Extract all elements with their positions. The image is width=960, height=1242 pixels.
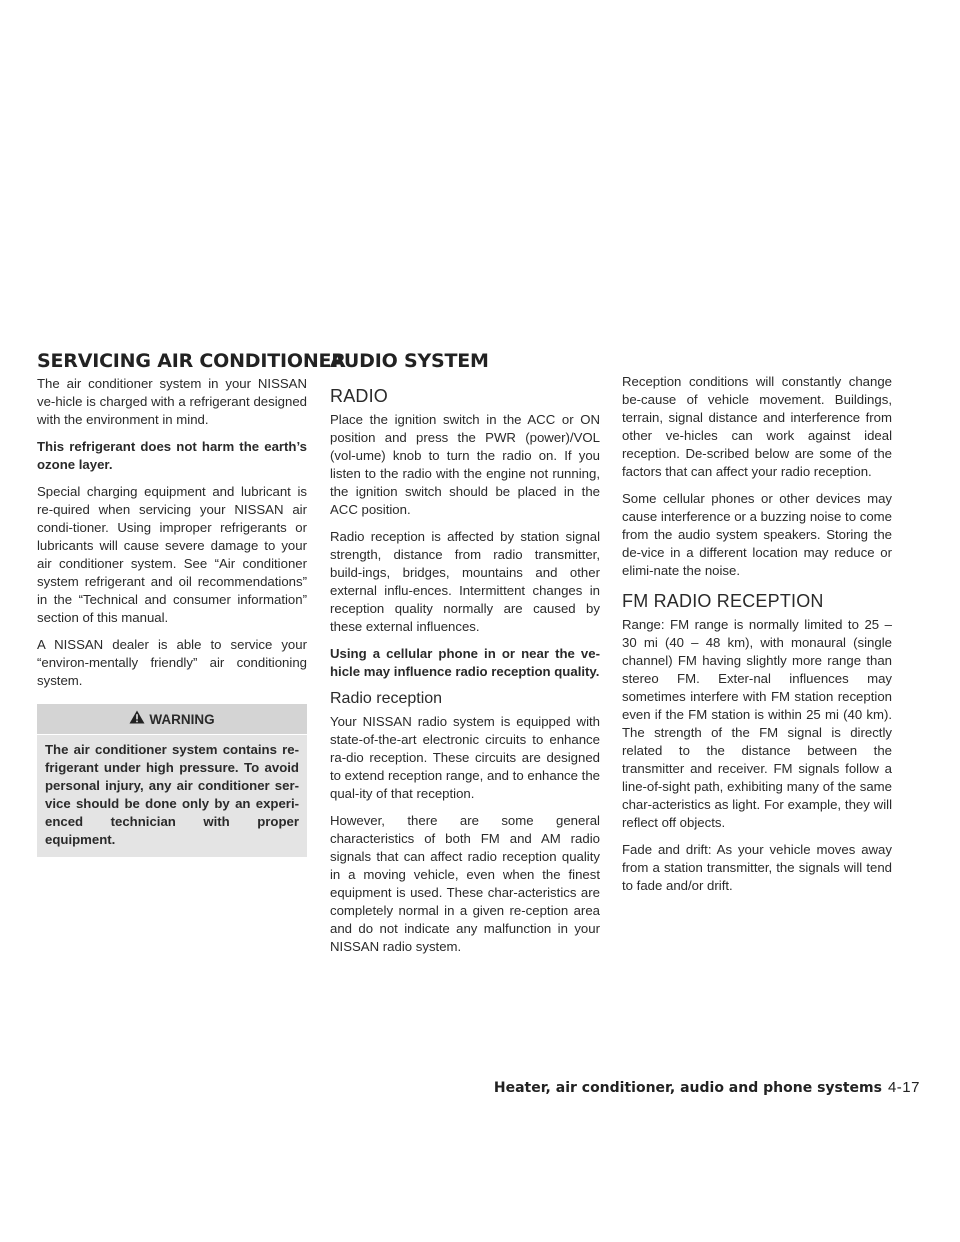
paragraph: However, there are some general characteristics of both FM and AM radio signals that can affect radio reception quality in a moving vehicle, even when the finest equipment is used. These char-acteristics are completely normal in a given re-ception area and do not indicate any malfunction in your NISSAN radio system.: [330, 813, 600, 954]
paragraph: A NISSAN dealer is able to service your “environ-mentally friendly” air conditioning system.: [37, 637, 307, 688]
paragraph: Radio reception is affected by station signal strength, distance from radio transmitter, build-ings, bridges, mountains and other external influ-ences. Intermittent changes in reception quality normally are caused by these external influences.: [330, 529, 600, 634]
paragraph: Your NISSAN radio system is equipped with state-of-the-art electronic circuits to enhance ra-dio reception. These circuits are designed to extend reception range, and to enhance the qual-ity of that reception.: [330, 714, 600, 801]
section-title-audio-system: AUDIO SYSTEM: [330, 350, 489, 372]
paragraph: Special charging equipment and lubricant is re-quired when servicing your NISSAN air condi-tioner. Using improper refrigerants or lubricants will cause severe damage to your air conditioner system. See “Air conditioner system refrigerant and oil recommendations” in the “Technical and consumer information” section of this manual.: [37, 484, 307, 625]
warning-label: WARNING: [149, 711, 215, 727]
warning-box: [37, 704, 307, 857]
heading-fm-radio-reception: FM RADIO RECEPTION: [622, 591, 824, 611]
heading-radio: RADIO: [330, 386, 389, 406]
warning-text: The air conditioner system contains re-frigerant under high pressure. To avoid personal injury, any air conditioner ser-vice should be done only by an experi-enced technician with proper equipment.: [37, 735, 307, 857]
page-footer: [494, 1079, 920, 1096]
paragraph: Fade and drift: As your vehicle moves away from a station transmitter, the signals will tend to fade and/or drift.: [622, 842, 892, 893]
column-left: [37, 375, 307, 857]
warning-triangle-icon: [129, 710, 145, 729]
paragraph-bold: This refrigerant does not harm the earth’s ozone layer.: [37, 439, 307, 472]
column-right: [622, 373, 892, 904]
paragraph: Some cellular phones or other devices may cause interference or a buzzing noise to come from the audio system speakers. Storing the de-vice in a different location may reduce or elimi-nate the noise.: [622, 491, 892, 578]
paragraph: Reception conditions will constantly change be-cause of vehicle movement. Buildings, terrain, signal distance and interference from other ve-hicles can work against ideal reception. De-scribed below are some of the factors that can affect your radio reception.: [622, 374, 892, 479]
footer-chapter-title: Heater, air conditioner, audio and phone systems: [493, 1080, 882, 1096]
paragraph: Place the ignition switch in the ACC or ON position and press the PWR (power)/VOL (vol-ume) knob to turn the radio on. If you listen to the radio with the engine not running, the ignition switch should be placed in the ACC position.: [330, 412, 600, 517]
paragraph: The air conditioner system in your NISSAN ve-hicle is charged with a refrigerant designed with the environment in mind.: [37, 376, 307, 427]
section-title-servicing-air-conditioner: SERVICING AIR CONDITIONER: [37, 350, 346, 372]
paragraph: Range: FM range is normally limited to 25 – 30 mi (40 – 48 km), with monaural (single channel) FM having slightly more range than stereo FM. Exter-nal influences may sometimes interfere with FM station reception even if the FM station is within 25 mi (40 km). The strength of the FM signal is directly related to the distance between the transmitter and receiver. FM signals follow a line-of-sight path, exhibiting many of the same char-acteristics as light. For example, they will reflect off objects.: [622, 617, 892, 830]
warning-header: [37, 704, 307, 735]
paragraph-bold: Using a cellular phone in or near the ve-hicle may influence radio reception quality.: [330, 646, 600, 679]
heading-radio-reception: Radio reception: [330, 690, 443, 707]
page-number: 4-17: [887, 1079, 920, 1096]
column-middle: [330, 375, 600, 965]
